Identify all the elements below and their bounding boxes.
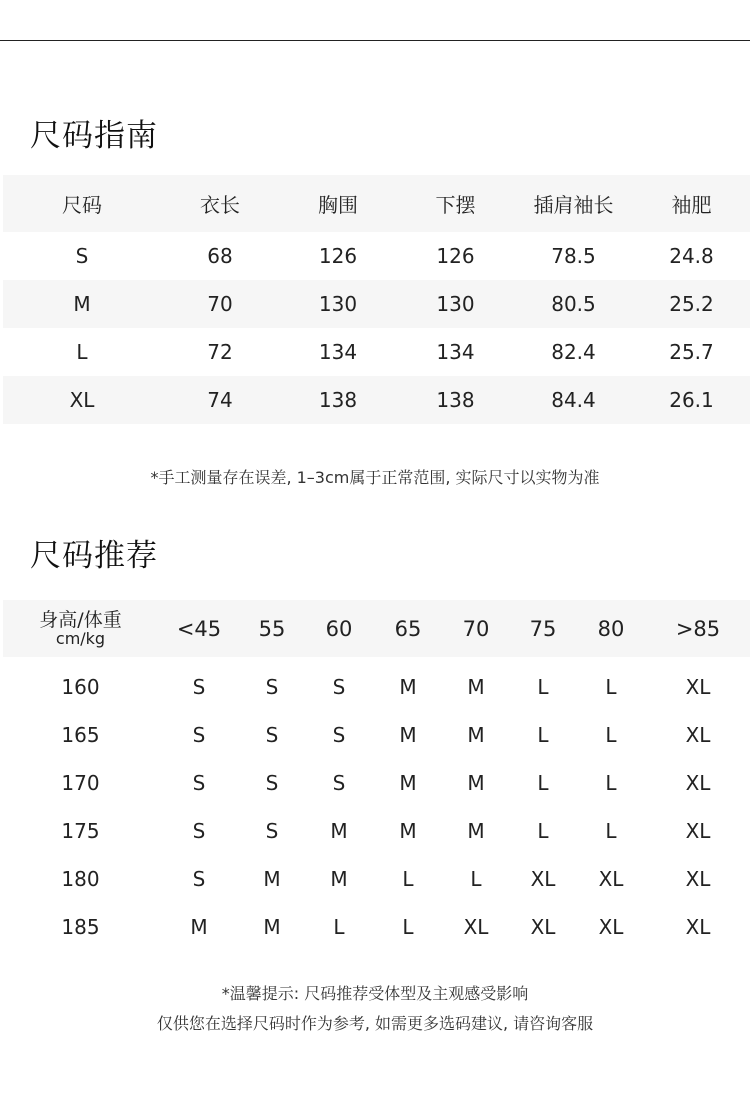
weight-header: <45	[158, 600, 240, 657]
weight-header: 75	[510, 600, 576, 657]
table-cell: S	[332, 723, 346, 747]
table-cell: 24.8	[669, 244, 714, 268]
table-row	[3, 280, 750, 328]
table-cell: S	[192, 819, 206, 843]
table-cell: XL	[685, 675, 711, 699]
table-row	[3, 232, 750, 280]
table-cell: L	[537, 819, 549, 843]
table-cell: L	[605, 675, 617, 699]
table-cell: L	[333, 915, 345, 939]
table-row	[3, 663, 750, 711]
table-cell: 70	[161, 280, 279, 328]
header-cell: 衣长	[161, 175, 279, 232]
table-cell: 130	[279, 280, 397, 328]
fit-tip-line-1: *温馨提示: 尺码推荐受体型及主观感受影响	[221, 984, 529, 1003]
table-cell: S	[265, 675, 279, 699]
table-cell: 25.2	[633, 280, 750, 328]
table-cell: XL	[685, 915, 711, 939]
table-cell: XL	[685, 867, 711, 891]
table-cell: S	[192, 723, 206, 747]
table-cell: S	[265, 771, 279, 795]
table-cell: M	[190, 915, 208, 939]
table-cell: 25.7	[669, 340, 714, 364]
weight-header: 80	[576, 600, 646, 657]
table-cell: M	[330, 867, 348, 891]
height-cell: 175	[61, 819, 100, 843]
height-cell: 180	[61, 867, 100, 891]
table-cell: M	[399, 771, 417, 795]
table-cell: M	[3, 280, 161, 328]
table-cell: 80.5	[514, 280, 633, 328]
table-cell: S	[265, 819, 279, 843]
table-cell: L	[76, 340, 88, 364]
table-cell: L	[402, 867, 414, 891]
weight-header: 55	[240, 600, 304, 657]
table-cell: M	[330, 819, 348, 843]
table-cell: M	[467, 771, 485, 795]
size-recommendation-header-row	[3, 600, 750, 657]
table-cell: XL	[598, 867, 624, 891]
fit-tip-line-2: 仅供您在选择尺码时作为参考, 如需更多选码建议, 请咨询客服	[156, 1014, 594, 1033]
table-cell: S	[192, 675, 206, 699]
table-cell: M	[263, 867, 281, 891]
table-cell: 126	[436, 244, 475, 268]
size-guide-header-row	[3, 175, 750, 232]
weight-header: >85	[646, 600, 750, 657]
table-cell: XL	[685, 723, 711, 747]
table-row	[3, 903, 750, 951]
table-row	[3, 376, 750, 424]
table-cell: L	[605, 723, 617, 747]
table-cell: S	[75, 244, 89, 268]
table-row	[3, 328, 750, 376]
height-cell: 185	[61, 915, 100, 939]
measurement-note: *手工测量存在误差, 1–3cm属于正常范围, 实际尺寸以实物为准	[150, 468, 600, 487]
table-cell: XL	[598, 915, 624, 939]
table-cell: 126	[318, 244, 358, 268]
table-cell: 138	[279, 376, 397, 424]
size-guide-table	[3, 175, 750, 424]
header-cell: 袖肥	[633, 175, 750, 232]
table-cell: L	[470, 867, 482, 891]
table-cell: 72	[207, 340, 233, 364]
table-cell: S	[332, 675, 346, 699]
table-cell: M	[399, 819, 417, 843]
table-cell: 74	[161, 376, 279, 424]
table-cell: 134	[436, 340, 475, 364]
table-row	[3, 711, 750, 759]
table-cell: L	[537, 723, 549, 747]
weight-header: 60	[304, 600, 374, 657]
table-cell: XL	[530, 867, 556, 891]
top-divider	[0, 40, 750, 41]
table-row	[3, 855, 750, 903]
corner-header	[3, 600, 158, 657]
header-cell: 下摆	[397, 175, 514, 232]
table-cell: 84.4	[514, 376, 633, 424]
table-cell: 26.1	[633, 376, 750, 424]
table-cell: XL	[685, 819, 711, 843]
size-guide-title: 尺码指南	[30, 118, 158, 154]
table-row	[3, 807, 750, 855]
height-cell: 165	[61, 723, 100, 747]
table-cell: S	[265, 723, 279, 747]
table-cell: 138	[397, 376, 514, 424]
corner-label: 身高/体重	[39, 608, 122, 631]
header-cell: 插肩袖长	[514, 175, 633, 232]
table-cell: L	[605, 771, 617, 795]
table-cell: S	[192, 867, 206, 891]
table-cell: M	[399, 675, 417, 699]
table-cell: 134	[318, 340, 358, 364]
size-recommendation-table	[3, 600, 750, 951]
height-cell: 160	[61, 675, 100, 699]
table-cell: 68	[207, 244, 233, 268]
table-cell: 130	[397, 280, 514, 328]
table-cell: M	[467, 723, 485, 747]
table-cell: M	[399, 723, 417, 747]
table-cell: 82.4	[551, 340, 596, 364]
table-cell: XL	[3, 376, 161, 424]
table-cell: XL	[463, 915, 489, 939]
table-cell: L	[605, 819, 617, 843]
header-cell: 尺码	[3, 175, 161, 232]
corner-unit: cm/kg	[55, 628, 106, 648]
table-cell: L	[537, 675, 549, 699]
weight-header: 65	[374, 600, 442, 657]
table-cell: 78.5	[551, 244, 596, 268]
table-cell: XL	[685, 771, 711, 795]
table-cell: XL	[530, 915, 556, 939]
table-cell: S	[192, 771, 206, 795]
table-cell: M	[263, 915, 281, 939]
table-cell: M	[467, 675, 485, 699]
table-row	[3, 759, 750, 807]
height-cell: 170	[61, 771, 100, 795]
table-cell: L	[402, 915, 414, 939]
table-cell: S	[332, 771, 346, 795]
size-recommendation-title: 尺码推荐	[30, 538, 158, 574]
table-cell: L	[537, 771, 549, 795]
header-cell: 胸围	[279, 175, 397, 232]
weight-header: 70	[442, 600, 510, 657]
table-cell: M	[467, 819, 485, 843]
